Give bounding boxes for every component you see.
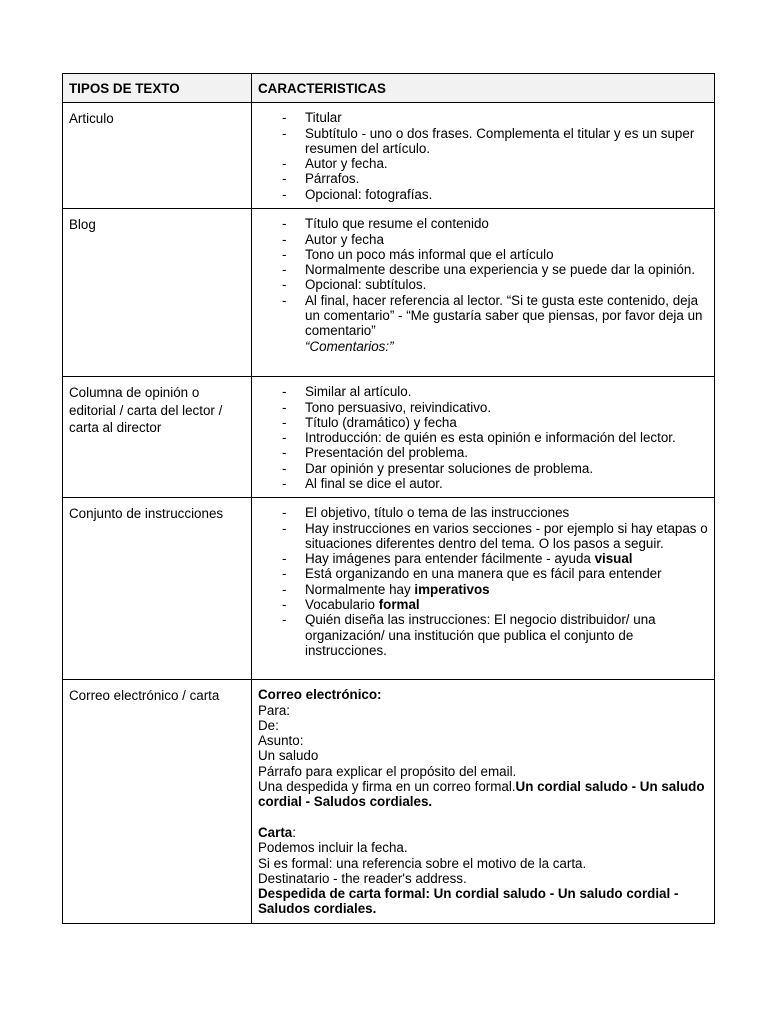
features-cell	[252, 498, 715, 680]
letter-heading: Carta	[258, 824, 293, 840]
list-item: - Tono un poco más informal que el artículo	[305, 247, 708, 262]
email-section	[258, 687, 708, 809]
list-item-text: Al final, hacer referencia al lector. “Si te gusta este contenido, deja un comentario” - “Me gustaría saber que piensas, por favor deja un comentario”	[305, 292, 703, 339]
letter-line: Destinatario - the reader's address.	[258, 870, 467, 886]
list-item: - Tono persuasivo, reivindicativo.	[305, 400, 708, 415]
table-row	[63, 498, 715, 680]
type-cell: Conjunto de instrucciones	[63, 498, 252, 680]
email-line: Asunto:	[258, 733, 304, 749]
type-cell: Articulo	[63, 103, 252, 209]
list-item: - El objetivo, título o tema de las instrucciones	[305, 505, 708, 520]
list-item: - Opcional: fotografías.	[305, 187, 708, 202]
email-line: Párrafo para explicar el propósito del email.	[258, 763, 517, 779]
email-line: De:	[258, 717, 279, 733]
list-item: - Presentación del problema.	[305, 445, 708, 460]
letter-heading-line	[258, 825, 708, 840]
list-item: - Título (dramático) y fecha	[305, 415, 708, 430]
list-item: - Autor y fecha.	[305, 156, 708, 171]
features-cell	[252, 680, 715, 924]
feature-list	[258, 216, 708, 354]
list-item: - Titular	[305, 110, 708, 125]
list-item	[305, 597, 708, 612]
list-item: - Está organizando en una manera que es fácil para entender	[305, 566, 708, 581]
list-item	[305, 293, 708, 354]
text-types-table	[62, 73, 715, 924]
type-cell: Blog	[63, 209, 252, 377]
features-cell	[252, 209, 715, 377]
header-features: CARACTERISTICAS	[252, 74, 715, 103]
list-item: - Párrafos.	[305, 171, 708, 186]
features-cell	[252, 377, 715, 498]
letter-closing: Despedida de carta formal: Un cordial saludo - Un saludo cordial - Saludos cordiales.	[258, 886, 679, 917]
letter-line: Si es formal: una referencia sobre el motivo de la carta.	[258, 855, 587, 871]
table-header-row	[63, 74, 715, 103]
email-line: Un saludo	[258, 748, 319, 764]
letter-heading-colon: :	[292, 824, 296, 840]
list-item: - Dar opinión y presentar soluciones de problema.	[305, 461, 708, 476]
list-item	[305, 551, 708, 566]
list-item-text: Vocabulario	[305, 597, 379, 613]
list-item: - Opcional: subtítulos.	[305, 277, 708, 292]
list-item: - Subtítulo - uno o dos frases. Complementa el titular y es un super resumen del artículo.	[305, 126, 708, 157]
list-item: - Autor y fecha	[305, 232, 708, 247]
feature-list	[258, 384, 708, 491]
list-item: - Introducción: de quién es esta opinión e información del lector.	[305, 430, 708, 445]
type-cell: Correo electrónico / carta	[63, 680, 252, 924]
email-closing-bold: Un cordial saludo - Un saludo cordial - Saludos cordiales.	[258, 779, 705, 810]
letter-line: Podemos incluir la fecha.	[258, 840, 408, 856]
features-cell	[252, 103, 715, 209]
email-heading: Correo electrónico:	[258, 687, 382, 703]
emphasis-text: visual	[594, 551, 633, 567]
feature-list	[258, 110, 708, 202]
header-types: TIPOS DE TEXTO	[63, 74, 252, 103]
table-row	[63, 680, 715, 924]
list-item: - Al final se dice el autor.	[305, 476, 708, 491]
list-item: - Normalmente describe una experiencia y se puede dar la opinión.	[305, 262, 708, 277]
type-cell: Columna de opinión o editorial / carta del lector / carta al director	[63, 377, 252, 498]
list-item: - Quién diseña las instrucciones: El negocio distribuidor/ una organización/ una institución que publica el conjunto de instrucciones.	[305, 612, 708, 658]
spacer	[258, 810, 708, 825]
list-item-text: Normalmente hay	[305, 581, 415, 597]
table-row	[63, 377, 715, 498]
comments-label: “Comentarios:”	[305, 338, 394, 354]
list-item: - Similar al artículo.	[305, 384, 708, 399]
list-item	[305, 582, 708, 597]
list-item-text: Hay imágenes para entender fácilmente - ayuda	[305, 551, 595, 567]
email-line: Para:	[258, 702, 291, 718]
email-closing	[258, 779, 708, 810]
table-row	[63, 209, 715, 377]
table-row	[63, 103, 715, 209]
feature-list	[258, 505, 708, 658]
emphasis-text: imperativos	[414, 581, 490, 597]
letter-section	[258, 825, 708, 917]
email-closing-text: Una despedida y firma en un correo formal.	[258, 779, 516, 795]
emphasis-text: formal	[378, 597, 420, 613]
list-item: - Hay instrucciones en varios secciones - por ejemplo si hay etapas o situaciones diferentes dentro del tema. O los pasos a seguir.	[305, 521, 708, 552]
list-item: - Título que resume el contenido	[305, 216, 708, 231]
